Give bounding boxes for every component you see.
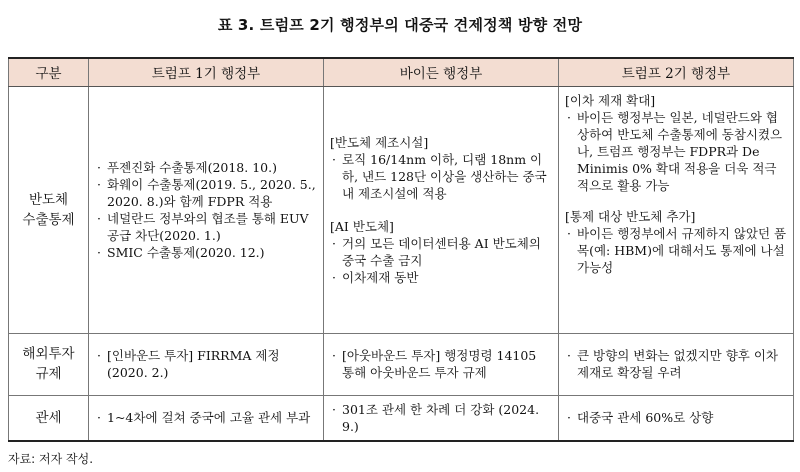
cell-trump1: [89, 86, 324, 333]
group-heading: [통제 대상 반도체 추가]: [565, 208, 696, 224]
category-line: 해외투자 규제: [22, 346, 75, 382]
list-item: · 거의 모든 데이터센터용 AI 반도체의 중국 수출 금지: [330, 235, 552, 269]
list-item: · 푸젠진화 수출통제(2018. 10.): [95, 159, 317, 176]
category-line: 관세: [35, 409, 62, 426]
cell-trump2: [559, 333, 794, 395]
group-heading: [이차 제재 확대]: [565, 92, 656, 108]
group-heading: [AI 반도체]: [330, 218, 394, 234]
list-item: · 1~4차에 걸쳐 중국에 고율 관세 부과: [95, 409, 317, 426]
cell-biden: [324, 86, 559, 333]
table-row: [9, 395, 794, 441]
policy-table: [8, 57, 794, 442]
header-trump2: 트럼프 2기 행정부: [559, 58, 794, 86]
header-category: 구분: [9, 58, 89, 86]
list-item: · 큰 방향의 변화는 없겠지만 향후 이차 제재로 확장될 우려: [565, 347, 787, 381]
cell-trump1: [89, 333, 324, 395]
list-item: · 301조 관세 한 차례 더 강화 (2024. 9.): [330, 401, 552, 435]
group-heading: [반도체 제조시설]: [330, 134, 429, 150]
list-item: · 대중국 관세 60%로 상향: [565, 409, 787, 426]
table-row: [9, 333, 794, 395]
table-title: 표 3. 트럼프 2기 행정부의 대중국 견제정책 방향 전망: [217, 16, 583, 34]
list-item: · [인바운드 투자] FIRRMA 제정 (2020. 2.): [95, 347, 317, 381]
cell-biden: [324, 395, 559, 441]
list-item: · SMIC 수출통제(2020. 12.): [95, 244, 317, 261]
row-category: [9, 333, 89, 395]
table-row: [9, 86, 794, 333]
group-block: [565, 92, 787, 194]
list-item: · 화웨이 수출통제(2019. 5., 2020. 5., 2020. 8.)와 함께 FDPR 적용: [95, 176, 317, 210]
list-item: · 로직 16/14nm 이하, 디램 18nm 이하, 낸드 128단 이상을 생산하는 중국 내 제조시설에 적용: [330, 151, 552, 202]
row-category: [9, 86, 89, 333]
cell-trump1: [89, 395, 324, 441]
list-item: · 네덜란드 정부와의 협조를 통해 EUV 공급 차단(2020. 1.): [95, 210, 317, 244]
category-line: 반도체 수출통제: [22, 191, 75, 228]
cell-biden: [324, 333, 559, 395]
source-note: 자료: 저자 작성.: [8, 452, 94, 466]
header-trump1: 트럼프 1기 행정부: [89, 58, 324, 86]
list-item: · 바이든 행정부는 일본, 네덜란드와 협상하여 반도체 수출통제에 동참시켰으나, 트럼프 행정부는 FDPR과 De Minimis 0% 확대 적용을 더욱 적극적으로 활용 가능: [565, 109, 787, 194]
cell-trump2: [559, 395, 794, 441]
list-item: · [아웃바운드 투자] 행정명령 14105 통해 아웃바운드 투자 규제: [330, 347, 552, 381]
group-block: [565, 208, 787, 276]
group-block: [330, 218, 552, 286]
cell-trump2: [559, 86, 794, 333]
list-item: · 이차제재 동반: [330, 269, 552, 286]
group-block: [330, 134, 552, 202]
header-row: [9, 58, 794, 86]
list-item: · 바이든 행정부에서 규제하지 않았던 품목(예: HBM)에 대해서도 통제에 나설 가능성: [565, 225, 787, 276]
header-biden: 바이든 행정부: [324, 58, 559, 86]
row-category: [9, 395, 89, 441]
